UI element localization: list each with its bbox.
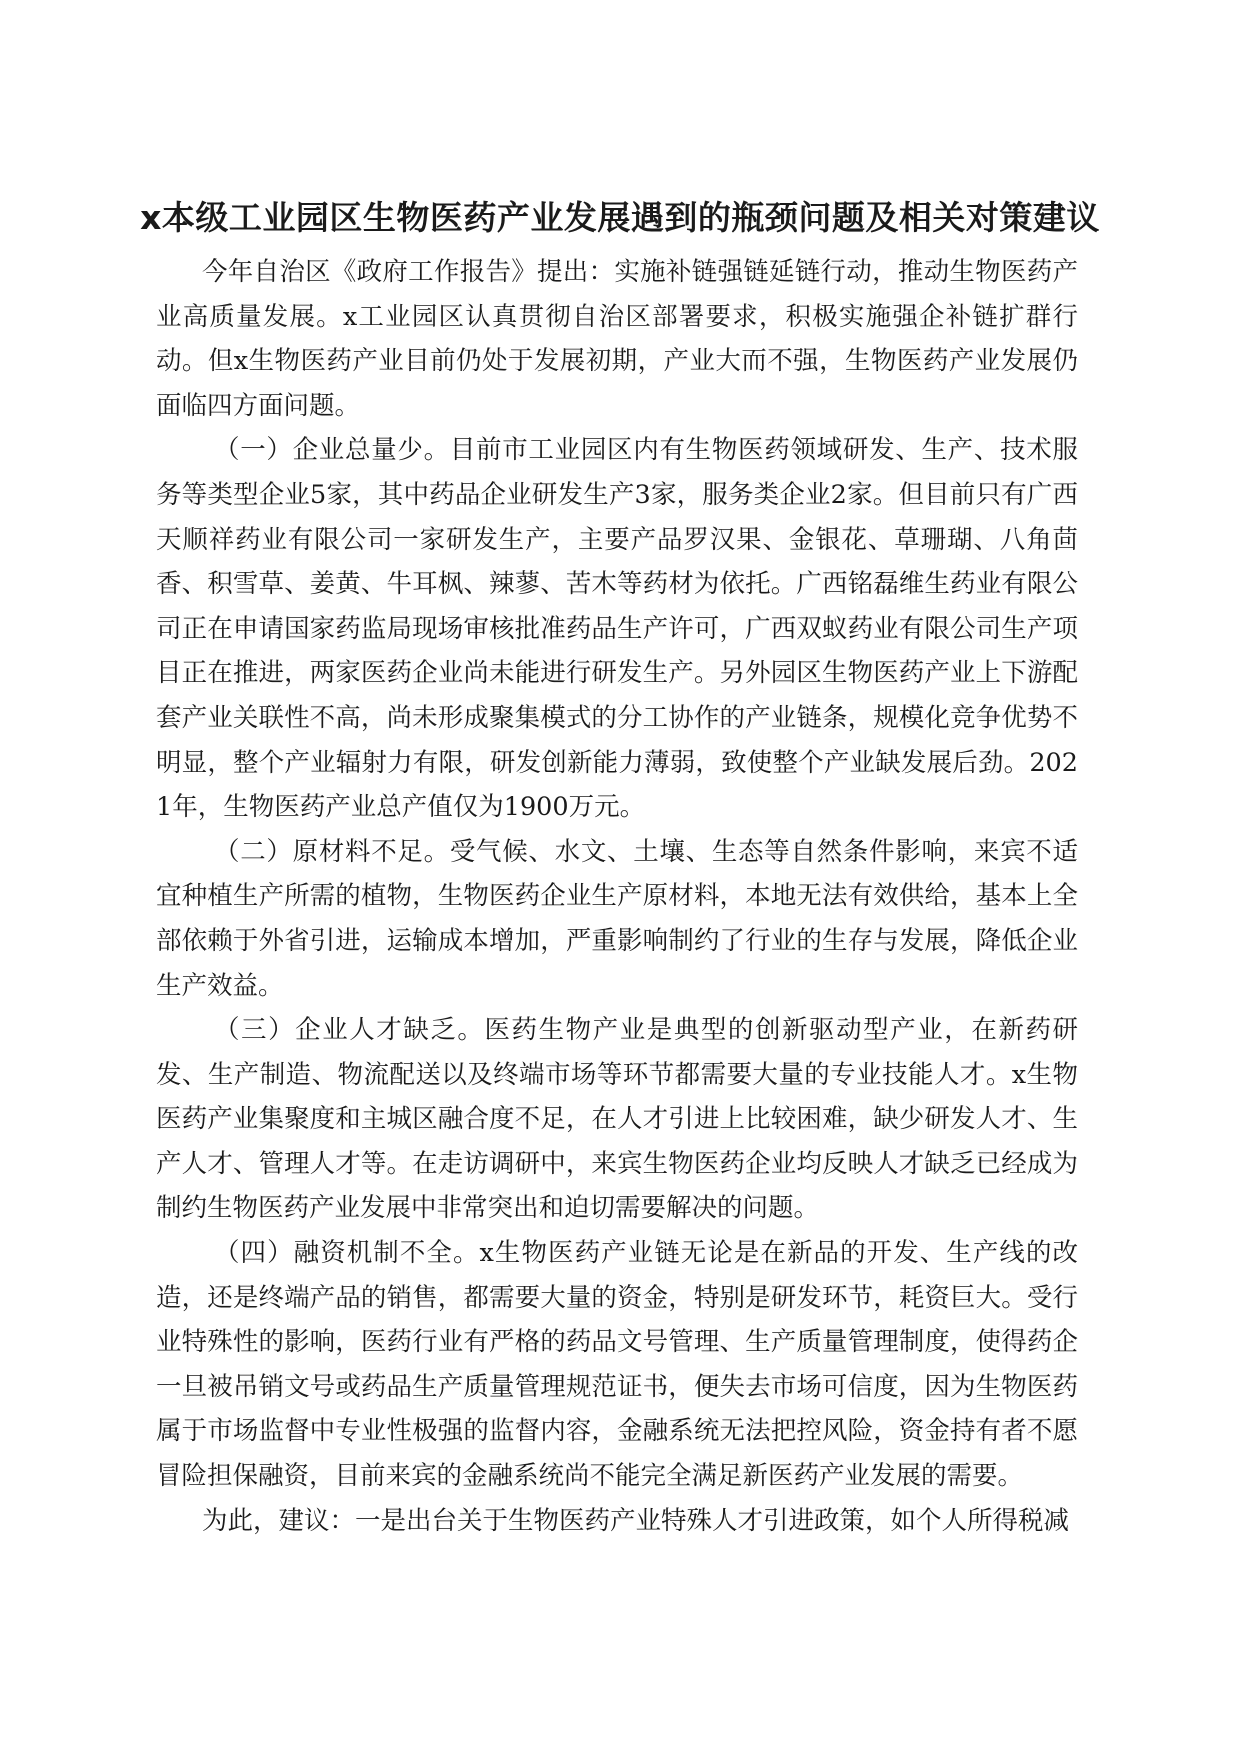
paragraph-section-3: （三）企业人才缺乏。医药生物产业是典型的创新驱动型产业，在新药研发、生产制造、物流配送以及终端市场等环节都需要大量的专业技能人才。x生物医药产业集聚度和主城区融合度不足，在人才引进上比较困难，缺少研发人才、生产人才、管理人才等。在走访调研中，来宾生物医药企业均反映人才缺乏已经成为制约生物医药产业发展中非常突出和迫切需要解决的问题。: [156, 1015, 1078, 1224]
document-title: x本级工业园区生物医药产业发展遇到的瓶颈问题及相关对策建议: [140, 198, 1100, 237]
paragraph-section-2: （二）原材料不足。受气候、水文、土壤、生态等自然条件影响，来宾不适宜种植生产所需的植物，生物医药企业生产原材料，本地无法有效供给，基本上全部依赖于外省引进，运输成本增加，严重影响制约了行业的生存与发展，降低企业生产效益。: [156, 836, 1078, 1001]
paragraph-section-1: （一）企业总量少。目前市工业园区内有生物医药领域研发、生产、技术服务等类型企业5家，其中药品企业研发生产3家，服务类企业2家。但目前只有广西天顺祥药业有限公司一家研发生产，主要产品罗汉果、金银花、草珊瑚、八角茴香、积雪草、姜黄、牛耳枫、辣蓼、苦木等药材为依托。广西铭磊维生药业有限公司正在申请国家药监局现场审核批准药品生产许可，广西双蚁药业有限公司生产项目正在推进，两家医药企业尚未能进行研发生产。另外园区生物医药产业上下游配套产业关联性不高，尚未形成聚集模式的分工协作的产业链条，规模化竞争优势不明显，整个产业辐射力有限，研发创新能力薄弱，致使整个产业缺发展后劲。2021年，生物医药产业总产值仅为1900万元。: [156, 435, 1078, 823]
paragraph-suggestion: 为此，建议：一是出台关于生物医药产业特殊人才引进政策，如个人所得税减: [202, 1505, 1070, 1536]
document-body: [156, 250, 1078, 1543]
paragraph-section-4: （四）融资机制不全。x生物医药产业链无论是在新品的开发、生产线的改造，还是终端产品的销售，都需要大量的资金，特别是研发环节，耗资巨大。受行业特殊性的影响，医药行业有严格的药品文号管理、生产质量管理制度，使得药企一旦被吊销文号或药品生产质量管理规范证书，便失去市场可信度，因为生物医药属于市场监督中专业性极强的监督内容，金融系统无法把控风险，资金持有者不愿冒险担保融资，目前来宾的金融系统尚不能完全满足新医药产业发展的需要。: [156, 1238, 1078, 1492]
paragraph-intro: 今年自治区《政府工作报告》提出：实施补链强链延链行动，推动生物医药产业高质量发展。x工业园区认真贯彻自治区部署要求，积极实施强企补链扩群行动。但x生物医药产业目前仍处于发展初期，产业大而不强，生物医药产业发展仍面临四方面问题。: [156, 257, 1078, 421]
